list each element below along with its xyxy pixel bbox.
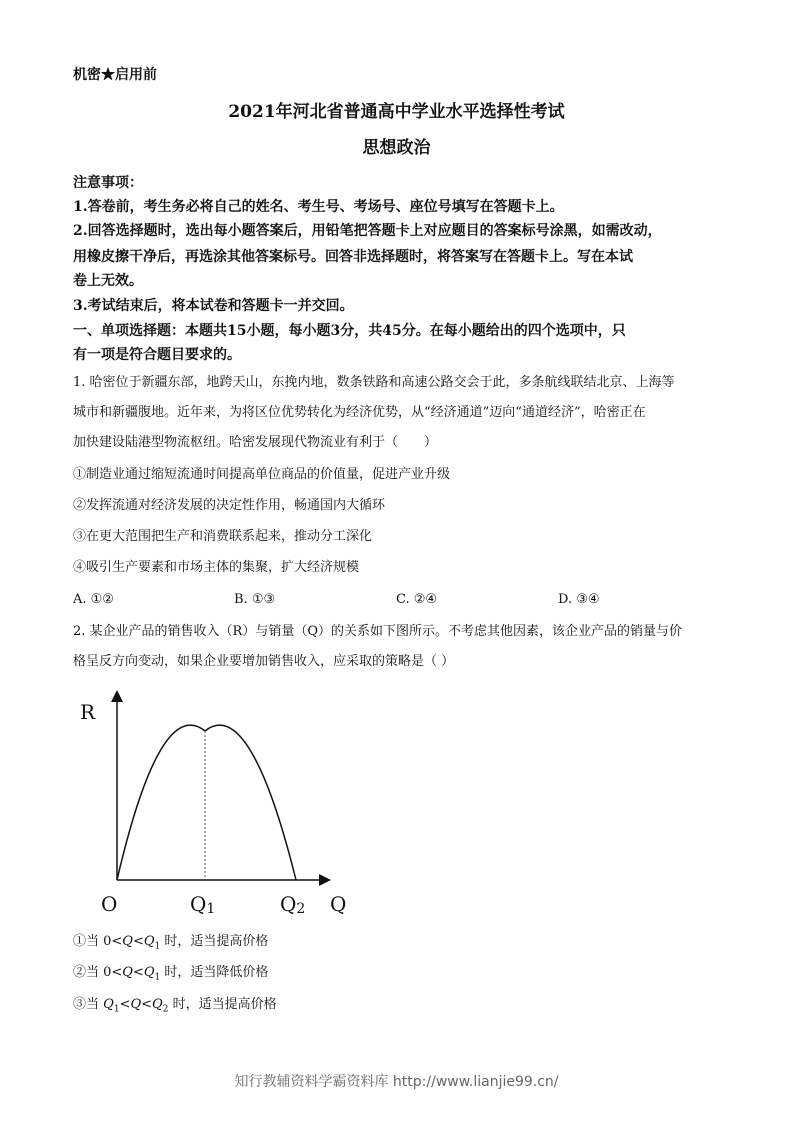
- x-axis-label: Q: [330, 892, 347, 916]
- question-1-choice-d[interactable]: D. ③④: [558, 592, 600, 607]
- question-1-stem-line-2: 城市和新疆腹地。近年来，为将区位优势转化为经济优势，从“经济通道”迈向“通道经济”，哈密正在: [73, 405, 646, 420]
- revenue-quantity-graph: [70, 685, 370, 920]
- question-1-statement-1: ①制造业通过缩短流通时间提高单位商品的价值量，促进产业升级: [73, 467, 451, 482]
- question-1-stem-line-1: 1. 哈密位于新疆东部，地跨天山，东挽内地，数条铁路和高速公路交会于此，多条航线联结北京、上海等: [73, 375, 675, 390]
- question-1-statement-3: ③在更大范围把生产和消费联系起来，推动分工深化: [73, 529, 373, 544]
- y-axis-label: R: [80, 700, 96, 724]
- question-1-choice-c[interactable]: C. ②④: [396, 592, 438, 607]
- exam-title: 2021年河北省普通高中学业水平选择性考试: [228, 102, 565, 122]
- question-1-choice-a[interactable]: A. ①②: [73, 592, 114, 607]
- notice-heading: 注意事项：: [73, 175, 143, 191]
- question-1-statement-4: ④吸引生产要素和市场主体的集聚，扩大经济规模: [73, 560, 360, 575]
- q1-label: Q1: [190, 892, 216, 917]
- notice-item-1: 1.答卷前，考生务必将自己的姓名、考生号、考场号、座位号填写在答题卡上。: [73, 199, 564, 215]
- notice-item-2-line-2: 用橡皮擦干净后，再选涂其他答案标号。回答非选择题时，将答案写在答题卡上。写在本试: [73, 249, 633, 265]
- question-1-choice-b[interactable]: B. ①③: [234, 592, 276, 607]
- question-2-statement-3: ③当 $Q_1<Q<Q_2$ 时，适当提高价格: [73, 997, 277, 1015]
- question-2-stem-line-2: 格呈反方向变动，如果企业要增加销售收入，应采取的策略是（ ）: [73, 654, 455, 669]
- revenue-curve: [117, 725, 296, 880]
- question-2-stem-line-1: 2. 某企业产品的销售收入（R）与销量（Q）的关系如下图所示。不考虑其他因素，该企业产品的销量与价: [73, 624, 682, 639]
- q2-label: Q2: [280, 892, 306, 917]
- question-2-statement-2: ②当 $0<Q<Q_1$ 时，适当降低价格: [73, 965, 269, 983]
- origin-label: O: [101, 892, 118, 916]
- question-1-statement-2: ②发挥流通对经济发展的决定性作用，畅通国内大循环: [73, 498, 386, 513]
- subject-title: 思想政治: [362, 138, 431, 158]
- notice-item-2-line-3: 卷上无效。: [73, 273, 143, 289]
- question-1-stem-line-3: 加快建设陆港型物流枢纽。哈密发展现代物流业有利于（ ）: [73, 435, 438, 450]
- notice-item-2-line-1: 2.回答选择题时，选出每小题答案后，用铅笔把答题卡上对应题目的答案标号涂黑，如需改动，: [73, 223, 662, 239]
- confidential-mark: 机密★启用前: [73, 67, 157, 83]
- section-heading-line-2: 有一项是符合题目要求的。: [73, 347, 241, 363]
- footer-watermark[interactable]: 知行教辅资料学霸资料库 http://www.lianjie99.cn/: [234, 1074, 559, 1090]
- question-2-statement-1: ①当 $0<Q<Q_1$ 时，适当提高价格: [73, 934, 269, 952]
- section-heading-line-1: 一、单项选择题：本题共15小题，每小题3分，共45分。在每小题给出的四个选项中，只: [73, 323, 626, 339]
- notice-item-3: 3.考试结束后，将本试卷和答题卡一并交回。: [73, 298, 354, 314]
